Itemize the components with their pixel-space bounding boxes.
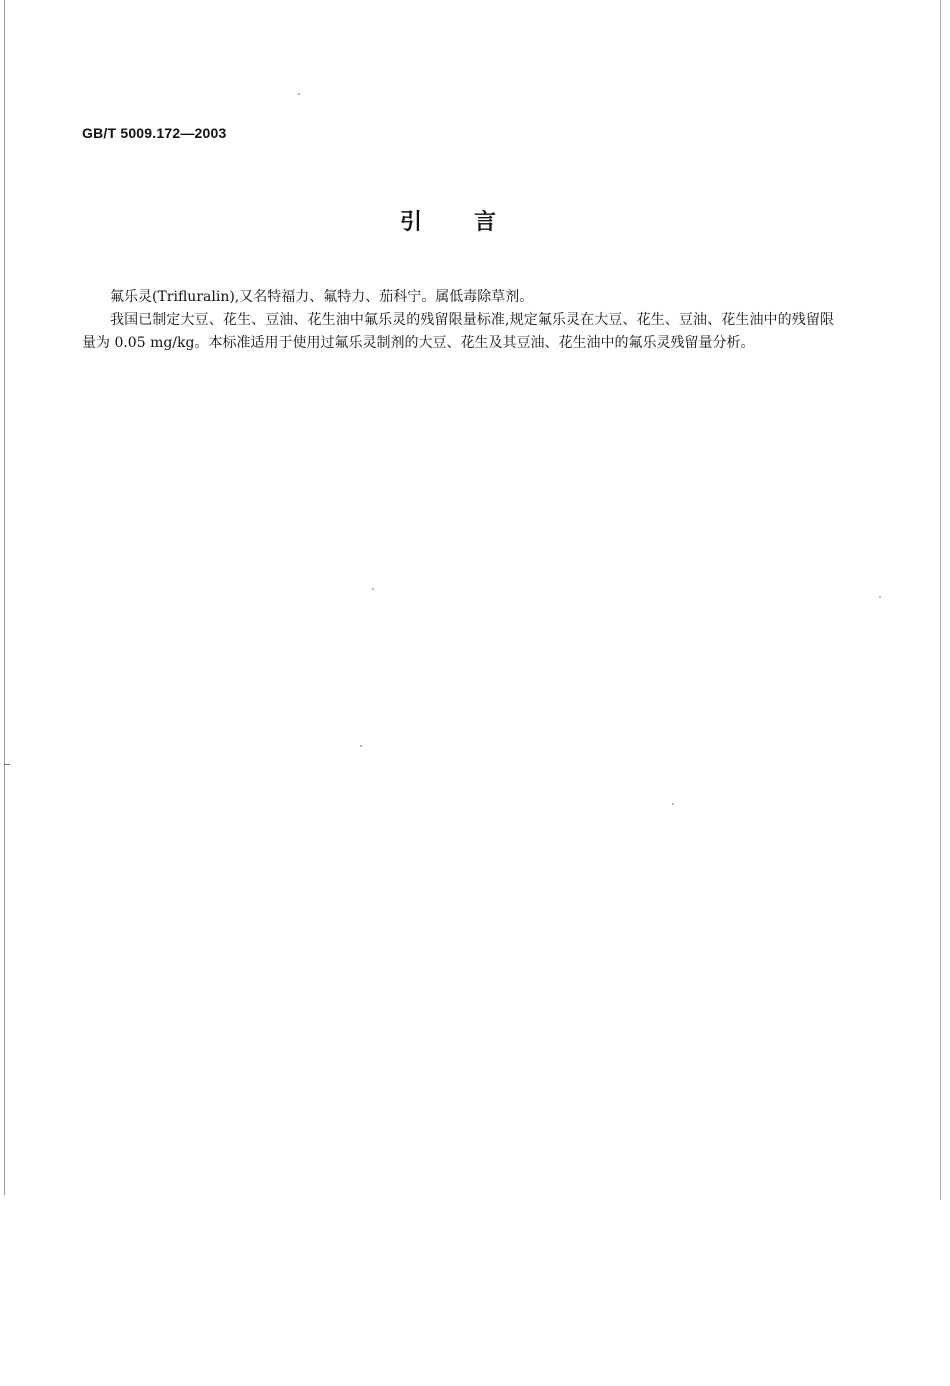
scan-edge-left	[4, 0, 5, 1195]
section-title: 引言	[400, 210, 549, 235]
body-text	[82, 286, 834, 355]
scan-speck	[879, 596, 881, 598]
scan-speck	[360, 745, 362, 747]
scan-edge-mark	[4, 764, 10, 765]
scan-speck	[672, 803, 674, 805]
scan-speck	[372, 588, 374, 590]
standard-code: GB/T 5009.172—2003	[82, 125, 227, 141]
paragraph: 我国已制定大豆、花生、豆油、花生油中氟乐灵的残留限量标准,规定氟乐灵在大豆、花生、豆油、花生油中的残留限量为 0.05 mg/kg。本标准适用于使用过氟乐灵制剂的大豆、花生及其豆油、花生油中的氟乐灵残留量分析。	[82, 312, 834, 351]
scan-speck	[298, 93, 300, 95]
scan-edge-right	[940, 0, 941, 1200]
paragraph: 氟乐灵(Trifluralin),又名特福力、氟特力、茄科宁。属低毒除草剂。	[110, 289, 534, 305]
